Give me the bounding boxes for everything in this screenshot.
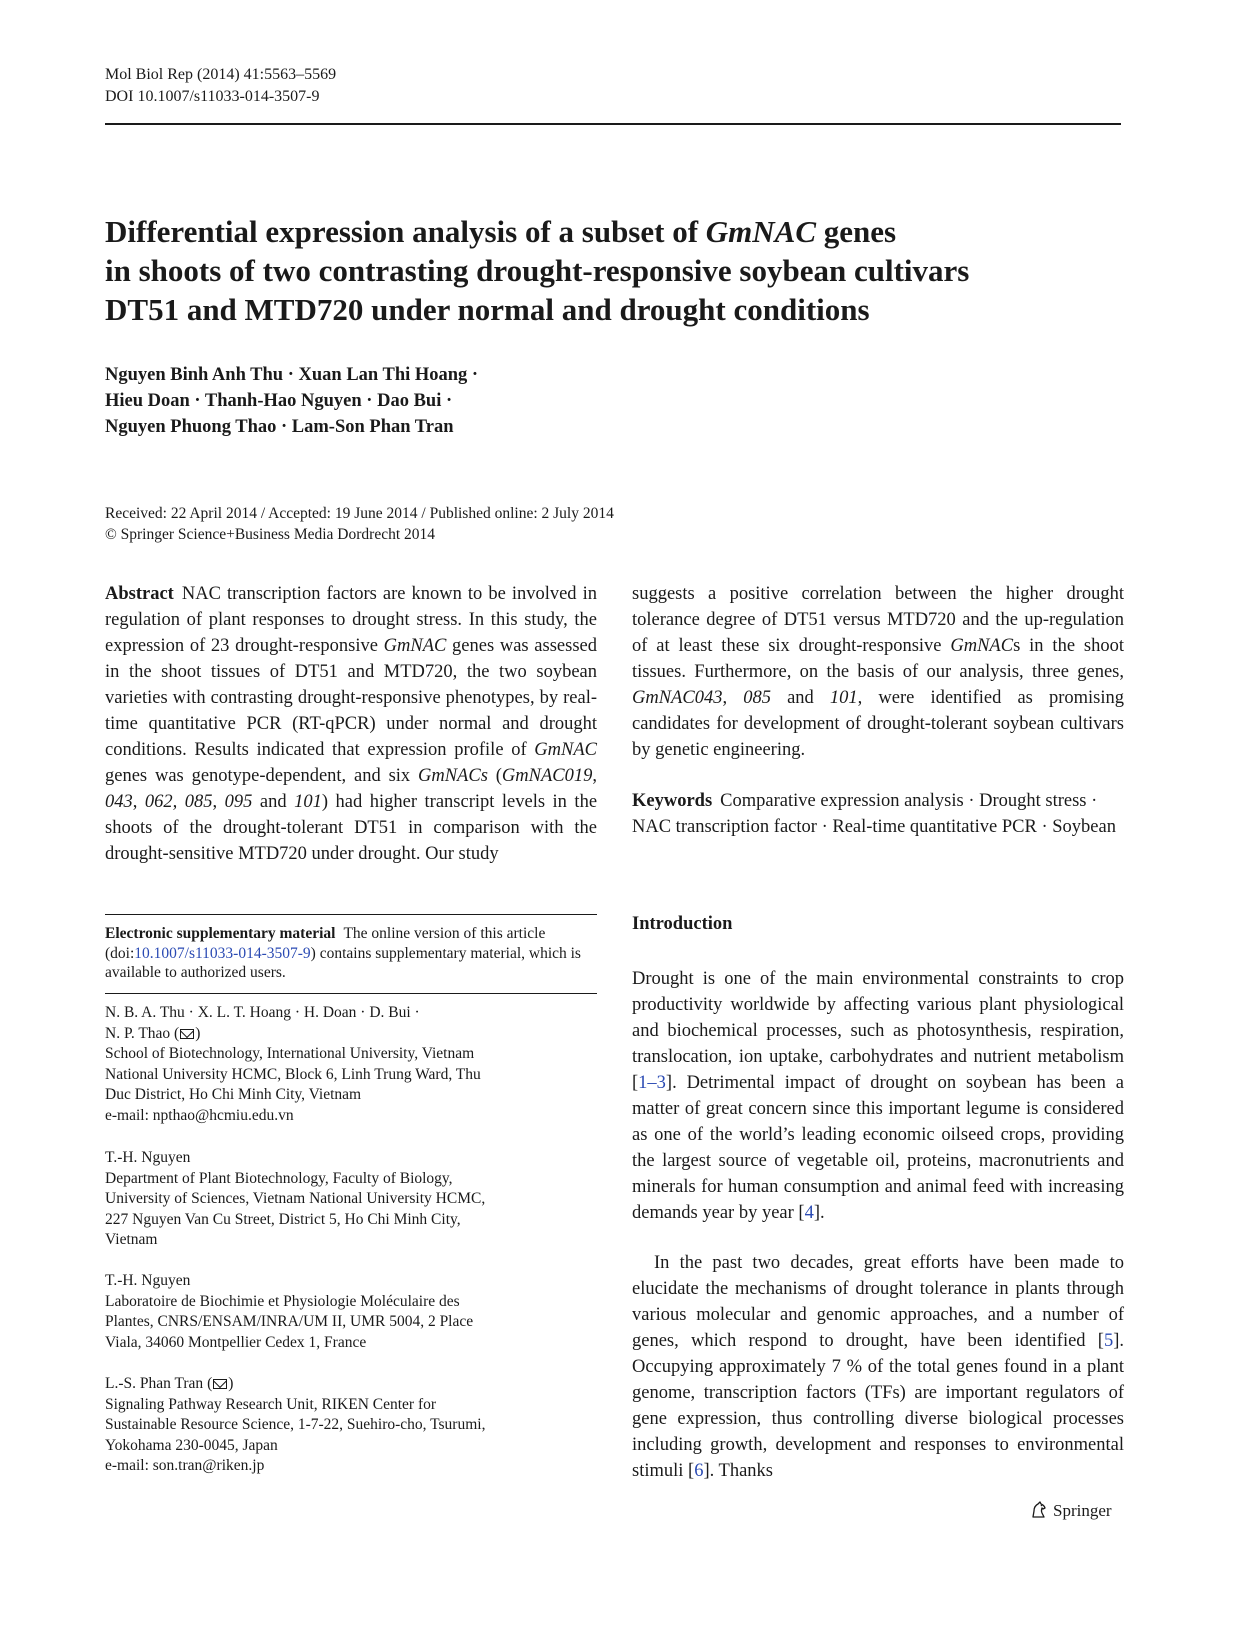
title-gene-name: GmNAC xyxy=(705,214,817,249)
affiliation-line: School of Biotechnology, International University, Vietnam xyxy=(105,1045,475,1062)
body-text: ]. Thanks xyxy=(703,1461,773,1481)
abstract-text: , xyxy=(592,766,597,786)
publisher-logo xyxy=(1029,1500,1112,1522)
title-line-3: DT51 and MTD720 under normal and drought conditions xyxy=(105,292,870,327)
abstract-text: NAC transcription factors are known to be involved in regulation of plant responses to drought stress. In this study, the expression of 23 drought-responsive xyxy=(105,584,597,656)
section-heading-introduction: Introduction xyxy=(632,914,733,934)
affiliation-line: Laboratoire de Biochimie et Physiologie Moléculaire des xyxy=(105,1292,460,1310)
abstract-text: and xyxy=(770,688,830,708)
affiliation-names: T.-H. Nguyen xyxy=(105,1149,191,1166)
gene-name: GmNAC043 xyxy=(632,688,723,708)
citation-link[interactable]: 6 xyxy=(694,1461,704,1481)
journal-citation: Mol Biol Rep (2014) 41:5563–5569 xyxy=(105,66,337,83)
citation-link[interactable]: 1–3 xyxy=(638,1073,666,1093)
title-line-1-end: genes xyxy=(816,214,897,249)
supplementary-note xyxy=(105,924,597,983)
affiliation-line: 227 Nguyen Van Cu Street, District 5, Ho Chi Minh City, xyxy=(105,1210,461,1228)
doi: DOI 10.1007/s11033-014-3507-9 xyxy=(105,88,320,105)
affiliation-line: Vietnam xyxy=(105,1231,158,1248)
author-list xyxy=(105,362,478,440)
affiliation-4 xyxy=(105,1374,597,1477)
gene-name: GmNAC xyxy=(950,636,1014,656)
affiliation-names: N. B. A. Thu · X. L. T. Hoang · H. Doan · D. Bui · xyxy=(105,1004,420,1021)
abstract-text: , xyxy=(722,688,744,708)
abstract-text: suggests a positive correlation between the higher drought tolerance degree of DT51 versus MTD720 and the up-regulation of at least these six drought-responsive xyxy=(632,584,1124,656)
gene-name: GmNAC xyxy=(383,636,447,656)
affiliation-3 xyxy=(105,1271,597,1353)
authors-line-2: Hieu Doan · Thanh-Hao Nguyen · Dao Bui · xyxy=(105,391,453,411)
affiliation-email[interactable]: e-mail: npthao@hcmiu.edu.vn xyxy=(105,1106,294,1124)
publisher-name: Springer xyxy=(1053,1501,1112,1520)
affiliation-line: University of Sciences, Vietnam National University HCMC, xyxy=(105,1190,486,1207)
publication-dates xyxy=(105,503,614,545)
keywords-label: Keywords xyxy=(632,791,713,811)
envelope-icon xyxy=(180,1029,194,1039)
intro-paragraph-2 xyxy=(632,1250,1124,1484)
abstract-text: ) had higher transcript levels in the shoots of the drought-tolerant DT51 in comparison with the drought-sensitive MTD720 under drought. Our study xyxy=(105,792,598,864)
citation-link[interactable]: 5 xyxy=(1103,1331,1114,1351)
affiliation-1 xyxy=(105,1003,597,1126)
header-divider xyxy=(105,123,1121,125)
affiliation-names: T.-H. Nguyen xyxy=(105,1272,191,1289)
abstract-text: and xyxy=(252,792,295,812)
gene-name: 043 xyxy=(105,792,133,812)
gene-name: 085 xyxy=(743,688,771,708)
gene-name: 101 xyxy=(294,792,322,812)
affiliation-line: Viala, 34060 Montpellier Cedex 1, France xyxy=(105,1333,367,1351)
abstract-text: s in the shoot tissues. Furthermore, on the basis of our analysis, three genes, xyxy=(632,636,1124,682)
gene-name: 101 xyxy=(829,688,858,708)
doi-link[interactable]: 10.1007/s11033-014-3507-9 xyxy=(134,944,311,962)
supplementary-divider-top xyxy=(105,914,597,915)
affiliation-names: L.-S. Phan Tran xyxy=(105,1375,204,1392)
citation-link[interactable]: 4 xyxy=(804,1203,814,1223)
supplementary-text: ) contains supplementary material, which is available to authorized users. xyxy=(105,944,581,981)
copyright: © Springer Science+Business Media Dordrecht 2014 xyxy=(105,526,436,543)
gene-name: 095 xyxy=(224,792,253,812)
springer-horse-icon xyxy=(1029,1500,1049,1520)
body-text: Drought is one of the main environmental constraints to crop productivity worldwide by affecting various plant physiological and biochemical processes, such as photosynthesis, respiration, translocation, ion uptake, carbohydrates and nutrient metabolism [ xyxy=(632,969,1124,1093)
body-text: ]. Detrimental impact of drought on soybean has been a matter of great concern since this important legume is considered as one of the world’s leading economic oilseed crops, providing the largest source of vegetable oil, proteins, macronutrients and minerals for human consumption and animal feed with increasing demands year by year [ xyxy=(632,1073,1124,1223)
affiliation-names: N. P. Thao xyxy=(105,1024,171,1042)
body-text: ]. xyxy=(813,1203,825,1223)
gene-name: 062, 085 xyxy=(144,792,213,812)
affiliation-2 xyxy=(105,1148,597,1251)
affiliation-line: Plantes, CNRS/ENSAM/INRA/UM II, UMR 5004, 2 Place xyxy=(105,1313,474,1330)
affiliation-corresponding: N. P. Thao ( ) xyxy=(105,1024,201,1042)
article-title xyxy=(105,212,1105,329)
affiliation-line: Yokohama 230-0045, Japan xyxy=(105,1436,278,1454)
abstract xyxy=(105,581,597,867)
abstract-text: , were identified as promising candidates for development of drought-tolerant soybean cultivars by genetic engineering. xyxy=(632,688,1125,760)
authors-line-1: Nguyen Binh Anh Thu · Xuan Lan Thi Hoang · xyxy=(105,365,479,385)
supplementary-label: Electronic supplementary material xyxy=(105,925,336,942)
envelope-icon xyxy=(213,1379,227,1389)
affiliation-line: Duc District, Ho Chi Minh City, Vietnam xyxy=(105,1086,362,1103)
abstract-text: ( xyxy=(487,766,502,786)
journal-header xyxy=(105,64,336,108)
affiliation-line: National University HCMC, Block 6, Linh Trung Ward, Thu xyxy=(105,1065,481,1083)
intro-paragraph-1 xyxy=(632,966,1124,1226)
abstract-continued xyxy=(632,581,1124,763)
abstract-text: , xyxy=(132,792,145,812)
gene-name: GmNAC019 xyxy=(501,766,593,786)
abstract-label: Abstract xyxy=(105,584,174,604)
body-text: In the past two decades, great efforts have been made to elucidate the mechanisms of drought tolerance in plants through various molecular and genomic approaches, and a number of genes, which respond to drought, have been identified [ xyxy=(632,1253,1124,1351)
gene-name: GmNAC xyxy=(534,740,597,760)
affiliation-line: Sustainable Resource Science, 1-7-22, Suehiro-cho, Tsurumi, xyxy=(105,1416,486,1433)
authors-line-3: Nguyen Phuong Thao · Lam-Son Phan Tran xyxy=(105,417,454,437)
affiliation-line: Signaling Pathway Research Unit, RIKEN Center for xyxy=(105,1395,437,1413)
title-line-1: Differential expression analysis of a subset of xyxy=(105,214,706,249)
affiliation-corresponding: L.-S. Phan Tran ( ) xyxy=(105,1375,234,1392)
body-text: ]. Occupying approximately 7 % of the total genes found in a plant genome, transcription factors (TFs) are important regulators of gene expression, thus controlling diverse biological processes including growth, development and responses to environmental stimuli [ xyxy=(632,1331,1124,1481)
affiliation-line: Department of Plant Biotechnology, Faculty of Biology, xyxy=(105,1169,453,1187)
affiliation-email[interactable]: e-mail: son.tran@riken.jp xyxy=(105,1457,265,1474)
gene-name: GmNACs xyxy=(418,766,488,786)
abstract-text: genes was assessed in the shoot tissues of DT51 and MTD720, the two soybean varieties with contrasting drought-responsive phenotypes, by real-time quantitative PCR (RT-qPCR) under normal and drought conditions. Results indicated that expression profile of xyxy=(105,636,597,760)
abstract-text: , xyxy=(212,792,225,812)
supplementary-text: The online version of this article (doi: xyxy=(105,925,546,962)
supplementary-divider-bottom xyxy=(105,993,597,994)
keywords xyxy=(632,788,1124,840)
title-line-2: in shoots of two contrasting drought-responsive soybean cultivars xyxy=(105,253,970,288)
abstract-text: genes was genotype-dependent, and six xyxy=(105,766,418,786)
date-history: Received: 22 April 2014 / Accepted: 19 June 2014 / Published online: 2 July 2014 xyxy=(105,505,614,522)
keywords-text: Comparative expression analysis · Drought stress · NAC transcription factor · Real-time quantitative PCR · Soybean xyxy=(632,791,1116,837)
